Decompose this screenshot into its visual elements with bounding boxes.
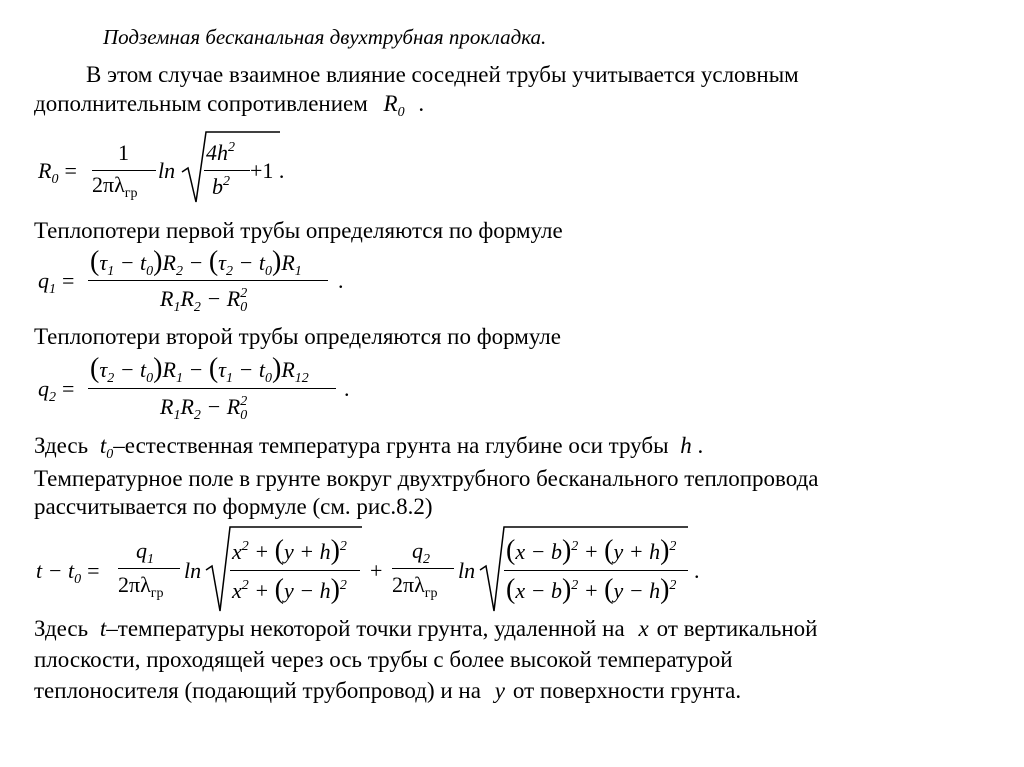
formula-q2-numerator: $(\tau_2 - t_0)R_1 - (\tau_1 - t_0)R_{12}$ bbox=[90, 353, 309, 386]
frac2-den: $2\pi\lambda_{гр}$ bbox=[392, 572, 438, 601]
formula-q1-numerator: $(\tau_1 - t_0)R_2 - (\tau_2 - t_0)R_1$ bbox=[90, 246, 302, 279]
formula-q2-denominator: $R_1R_2 - R_0^2$ bbox=[160, 394, 248, 423]
text-q1: Теплопотери первой трубы определяются по формуле bbox=[34, 218, 563, 243]
paragraph-1-text: дополнительным сопротивлением bbox=[34, 91, 368, 116]
formula-q1-denominator: $R_1R_2 - R_0^2$ bbox=[160, 286, 248, 315]
formula-r0-denominator: $2\pi\lambda_{гр}$ bbox=[92, 172, 138, 201]
formula-q1-lhs: $q_1$ = bbox=[38, 268, 75, 297]
x-symbol: x bbox=[638, 616, 649, 641]
ln-1: ln bbox=[184, 558, 202, 583]
r0-symbol: $R_0$ bbox=[383, 91, 405, 120]
paragraph-temp-line-1: Температурное поле в грунте вокруг двухтрубного бесканального теплопровода bbox=[34, 466, 819, 491]
formula-r0-numerator: 1 bbox=[118, 140, 129, 165]
frac1-num: $q_1$ bbox=[136, 538, 154, 567]
text-here-t-line-3: теплоносителя (подающий трубопровод) и на y от поверхности грунта. bbox=[34, 678, 742, 703]
sqrt1-den: $x^2 + (y - h)^2$ bbox=[232, 574, 347, 605]
inner-numerator: $4h^2$ bbox=[206, 140, 235, 165]
text-here-t-line-2: плоскости, проходящей через ось трубы с более высокой температурой bbox=[34, 647, 733, 672]
paragraph-1-line-2 bbox=[34, 91, 424, 126]
section-heading: Подземная бесканальная двухтрубная прокладка. bbox=[103, 25, 547, 49]
formula-q1-end: . bbox=[338, 268, 344, 293]
paragraph-temp-line-2: рассчитывается по формуле (см. рис.8.2) bbox=[34, 494, 433, 519]
sqrt1-num: $x^2 + (y + h)^2$ bbox=[232, 535, 347, 566]
period: . bbox=[418, 91, 425, 116]
ln-2: ln bbox=[458, 558, 476, 583]
y-symbol: y bbox=[494, 678, 505, 703]
inner-denominator: $b^2$ bbox=[212, 174, 230, 199]
formula-r0-tail: +1 . bbox=[250, 158, 285, 183]
sqrt2-num: $(x - b)^2 + (y + h)^2$ bbox=[506, 535, 677, 566]
paragraph-1-line-1: В этом случае взаимное влияние соседней трубы учитывается условным bbox=[86, 62, 799, 87]
formula-r0-ln: ln bbox=[158, 158, 176, 183]
sqrt2-den: $(x - b)^2 + (y - h)^2$ bbox=[506, 574, 677, 605]
formula-q2-end: . bbox=[344, 376, 350, 401]
formula-q2-lhs: $q_2$ = bbox=[38, 376, 75, 405]
formula-t-end: . bbox=[694, 558, 700, 583]
plus: + bbox=[370, 558, 383, 583]
t0-symbol: $t_0$ bbox=[99, 433, 114, 462]
formula-t-lhs: $t - t_0$ = bbox=[36, 558, 100, 587]
frac1-den: $2\pi\lambda_{гр}$ bbox=[118, 572, 164, 601]
text-here-t0: Здесь $t_0$–естественная температура грунта на глубине оси трубы h . bbox=[34, 433, 704, 462]
text-q2: Теплопотери второй трубы определяются по формуле bbox=[34, 324, 561, 349]
t-symbol: t bbox=[99, 616, 107, 641]
frac2-num: $q_2$ bbox=[412, 538, 430, 567]
formula-r0-lhs: $R_0$ = bbox=[38, 158, 77, 187]
text-here-t-line-1: Здесь t–температуры некоторой точки грунта, удаленной на x от вертикальной bbox=[34, 616, 818, 641]
h-symbol: h bbox=[680, 433, 692, 458]
